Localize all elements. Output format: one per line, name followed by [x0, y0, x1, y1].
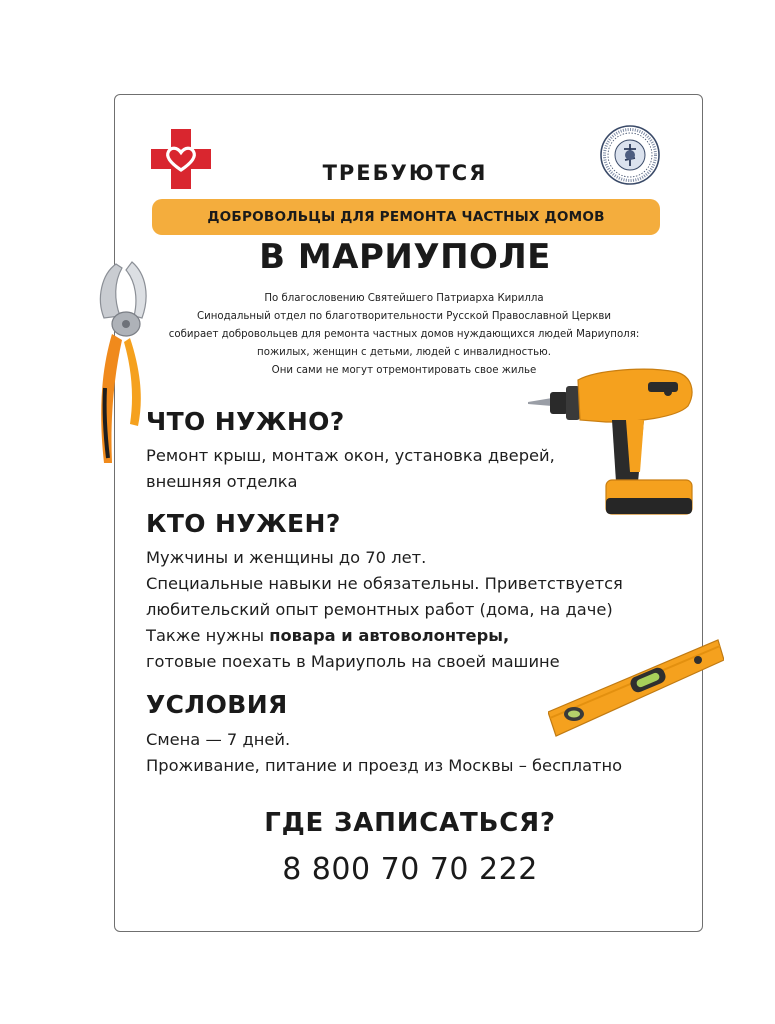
also-prefix: Также нужны	[146, 626, 270, 645]
conditions-line: Смена — 7 дней.	[146, 730, 291, 749]
what-needed-text	[146, 443, 555, 495]
pliers-icon	[92, 258, 154, 468]
intro-line: Они сами не могут отремонтировать свое жилье	[271, 365, 537, 376]
volunteers-banner: ДОБРОВОЛЬЦЫ ДЛЯ РЕМОНТА ЧАСТНЫХ ДОМОВ	[152, 199, 660, 235]
city-title: В МАРИУПОЛЕ	[259, 237, 551, 277]
intro-line: По благословению Святейшего Патриарха Кирилла	[264, 293, 544, 304]
required-heading: ТРЕБУЮТСЯ	[322, 161, 488, 185]
who-needed-line: готовые поехать в Мариуполь на своей машине	[146, 652, 560, 671]
also-suffix: ,	[502, 626, 510, 645]
intro-line: пожилых, женщин с детьми, людей с инвалидностью.	[257, 347, 551, 358]
also-highlight: повара и автоволонтеры	[269, 626, 503, 645]
drill-icon	[526, 362, 700, 528]
who-needed-line: Специальные навыки не обязательны. Приветствуется	[146, 574, 623, 593]
spirit-level-icon	[548, 634, 724, 738]
what-needed-line: внешняя отделка	[146, 472, 298, 491]
phone-number[interactable]: 8 800 70 70 222	[282, 852, 538, 887]
signup-heading: ГДЕ ЗАПИСАТЬСЯ?	[264, 808, 556, 838]
what-needed-title: ЧТО НУЖНО?	[146, 407, 345, 436]
who-needed-title: КТО НУЖЕН?	[146, 509, 341, 538]
who-needed-line: Мужчины и женщины до 70 лет.	[146, 548, 427, 567]
intro-line: собирает добровольцев для ремонта частных домов нуждающихся людей Мариуполя:	[168, 329, 640, 340]
who-needed-line: любительский опыт ремонтных работ (дома, на даче)	[146, 600, 613, 619]
conditions-line: Проживание, питание и проезд из Москвы – бесплатно	[146, 756, 623, 775]
conditions-title: УСЛОВИЯ	[146, 690, 288, 719]
what-needed-line: Ремонт крыш, монтаж окон, установка дверей,	[146, 446, 555, 465]
intro-line: Синодальный отдел по благотворительности Русской Православной Церкви	[196, 311, 611, 322]
